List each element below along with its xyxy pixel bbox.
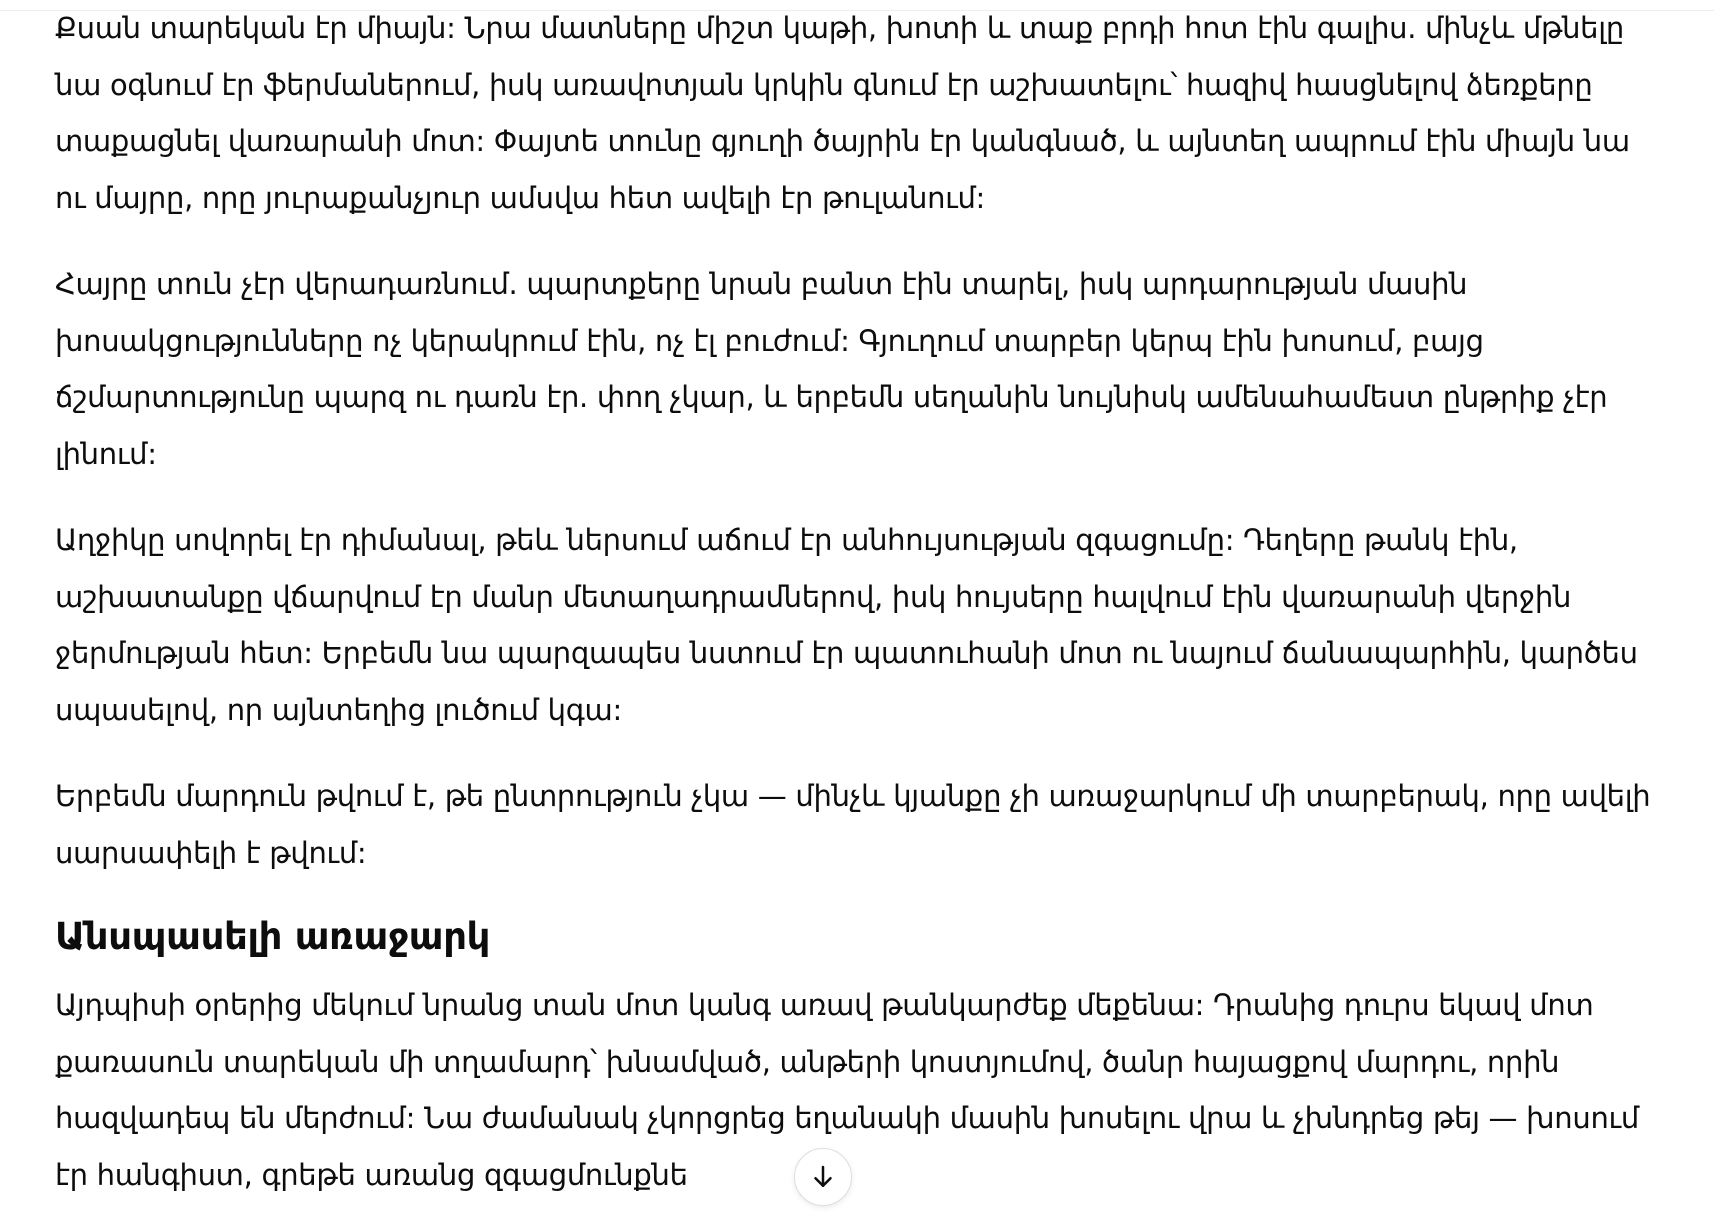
paragraph: Աղջիկը սովորել էր դիմանալ, թեև ներսում աճում էր անհույսության զգացումը: Դեղերը թանկ էին, աշխատանքը վճարվում էր մանր մետաղադրամներով, իսկ հույսերը հալվում էին վառարանի վերջին ջերմության հետ: Երբեմն նա պարզապես նստում էր պատուհանի մոտ ու նայում ճանապարհին, կարծես սպասելով, որ այնտեղից լուծում կգա: [55,523,1638,727]
paragraph: Այդպիսի օրերից մեկում նրանց տան մոտ կանգ առավ թանկարժեք մեքենա: Դրանից դուրս եկավ մոտ քառասուն տարեկան մի տղամարդ՝ խնամված, անթերի կոստյումով, ծանր հայացքով մարդու, որին հազվադեպ են մերժում: Նա ժամանակ չկորցրեց եղանակի մասին խոսելու վրա և չխնդրեց թեյ — խոսում էր հանգիստ, գրեթե առանց զգացմունքնե [55,988,1639,1192]
paragraph: Քսան տարեկան էր միայն: Նրա մատները միշտ կաթի, խոտի և տաք բրդի հոտ էին գալիս. մինչև մթնելը նա օգնում էր ֆերմաներում, իսկ առավոտյան կրկին գնում էր աշխատելու՝ հազիվ հասցնելով ձեռքերը տաքացնել վառարանի մոտ: Փայտե տունը գյուղի ծայրին էր կանգնած, և այնտեղ ապրում էին միայն նա ու մայրը, որը յուրաքանչյուր ամսվա հետ ավելի էր թուլանում: [55,11,1630,215]
paragraph: Երբեմն մարդուն թվում է, թե ընտրություն չկա — մինչև կյանքը չի առաջարկում մի տարբերակ, որը ավելի սարսափելի է թվում: [55,779,1651,870]
article-body [55,0,1655,1203]
section-heading: Անսպասելի առաջարկ [55,915,491,958]
scroll-to-bottom-button[interactable] [794,1148,852,1206]
paragraph: Հայրը տուն չէր վերադառնում. պարտքերը նրան բանտ էին տարել, իսկ արդարության մասին խոսակցությունները ոչ կերակրում էին, ոչ էլ բուժում: Գյուղում տարբեր կերպ էին խոսում, բայց ճշմարտությունը պարզ ու դառն էր. փող չկար, և երբեմն սեղանին նույնիսկ ամենահամեստ ընթրիք չէր լինում: [55,267,1608,471]
arrow-down-icon [808,1162,838,1192]
